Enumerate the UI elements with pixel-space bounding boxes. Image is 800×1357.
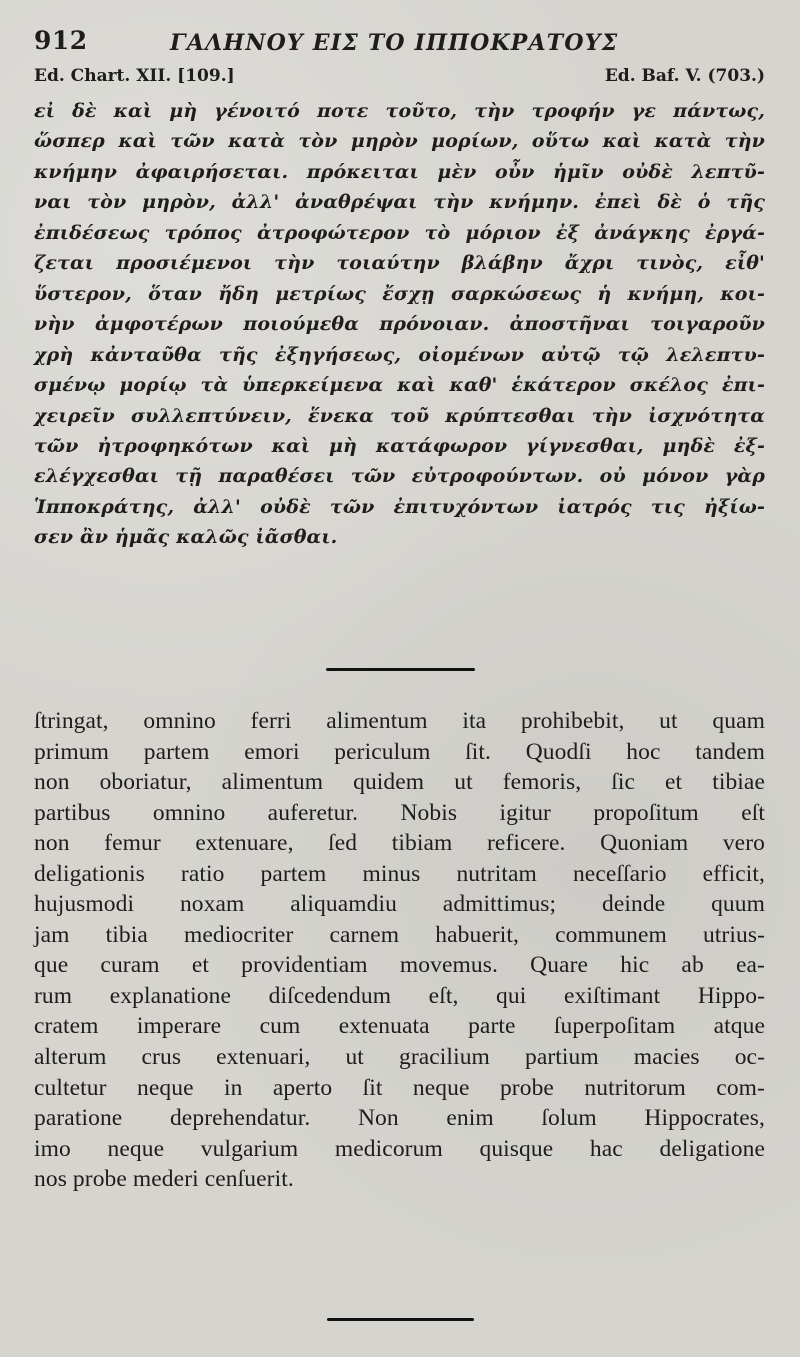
greek-text-line: σεν ἂν ἡμᾶς καλῶς ἰᾶσθαι. <box>34 526 338 549</box>
latin-text-line: cultetur neque in aperto ſit neque probe nutritorum com- <box>34 1074 765 1101</box>
greek-text-line: ναι τὸν μηρὸν, ἀλλ' ἀναθρέψαι τὴν κνήμην. ἐπεὶ δὲ ὁ τῆς <box>34 191 765 214</box>
greek-text-line: ὥσπερ καὶ τῶν κατὰ τὸν μηρὸν μορίων, οὕτω καὶ κατὰ τὴν <box>34 130 765 153</box>
greek-text-line: χειρεῖν συλλεπτύνειν, ἕνεκα τοῦ κρύπτεσθαι τὴν ἰσχνότητα <box>34 404 765 427</box>
greek-text-line: ἐπιδέσεως τρόπος ἀτροφώτερον τὸ μόριον ἐξ ἀνάγκης ἐργά- <box>34 221 765 244</box>
latin-text-line: jam tibia mediocriter carnem habuerit, communem utrius- <box>34 921 765 948</box>
page-number: 912 <box>34 26 88 55</box>
latin-text-line: alterum crus extenuari, ut gracilium partium macies oc- <box>34 1044 765 1071</box>
section-divider <box>327 1318 474 1321</box>
latin-text-line: ſtringat, omnino ferri alimentum ita prohibebit, ut quam <box>34 708 765 734</box>
greek-text-line: ζεται προσιέμενοι τὴν τοιαύτην βλάβην ἄχρι τινὸς, εἶθ' <box>34 252 765 275</box>
latin-text-line: que curam et providentiam movemus. Quare hic ab ea- <box>34 952 765 979</box>
greek-text-line: κνήμην ἀφαιρήσεται. πρόκειται μὲν οὖν ἡμῖν οὐδὲ λεπτῦ- <box>34 160 765 183</box>
latin-text-line: non oboriatur, alimentum quidem ut femoris, ſic et tibiae <box>34 769 765 796</box>
latin-text-line: hujusmodi noxam aliquamdiu admittimus; deinde quum <box>34 891 765 918</box>
latin-text-line: partibus omnino auferetur. Nobis igitur propoſitum eſt <box>34 799 765 826</box>
greek-text-line: εἰ δὲ καὶ μὴ γένοιτό ποτε τοῦτο, τὴν τροφήν γε πάντως, <box>34 100 765 122</box>
greek-text-line: τῶν ἠτροφηκότων καὶ μὴ κατάφωρον γίγνεσθαι, μηδὲ ἐξ- <box>34 434 765 457</box>
section-divider <box>326 668 475 671</box>
latin-text-line: nos probe mederi cenſuerit. <box>34 1166 294 1193</box>
latin-text-block <box>34 706 765 1195</box>
latin-text-line: cratem imperare cum extenuata parte ſuperpoſitam atque <box>34 1013 765 1040</box>
edition-reference-line <box>34 68 765 96</box>
edition-reference-left: Ed. Chart. XII. [109.] <box>34 66 235 86</box>
greek-text-line: σμένῳ μορίῳ τὰ ὑπερκείμενα καὶ καθ' ἑκάτερον σκέλος ἐπι- <box>34 374 765 397</box>
greek-text-line: νὴν ἀμφοτέρων ποιούμεθα πρόνοιαν. ἀποστῆναι τοιγαροῦν <box>34 313 765 336</box>
greek-text-line: ελέγχεσθαι τῇ παραθέσει τῶν εὐτροφούντων. οὐ μόνον γὰρ <box>34 465 765 488</box>
greek-text-block <box>34 96 765 553</box>
latin-text-line: rum explanatione diſcedendum eſt, qui exiſtimant Hippo- <box>34 982 765 1009</box>
running-title: ΓΑΛΗΝΟΥ ΕΙΣ ΤΟ ΙΠΠΟΚΡΑΤΟΥΣ <box>170 30 619 56</box>
latin-text-line: non femur extenuare, ſed tibiam reficere. Quoniam vero <box>34 830 765 857</box>
latin-text-line: deligationis ratio partem minus nutritam neceſſario efficit, <box>34 860 765 887</box>
greek-text-line: ὕστερον, ὅταν ἤδη μετρίως ἔσχῃ σαρκώσεως ἡ κνήμη, κοι- <box>34 282 765 305</box>
greek-text-line: Ἱπποκράτης, ἀλλ' οὐδὲ τῶν ἐπιτυχόντων ἰατρός τις ἠξίω- <box>34 495 765 518</box>
greek-text-line: χρὴ κἀνταῦθα τῆς ἐξηγήσεως, οἰομένων αὐτῷ τῷ λελεπτυ- <box>34 343 765 366</box>
latin-text-line: primum partem emori periculum ſit. Quodſi hoc tandem <box>34 738 765 765</box>
edition-reference-right: Ed. Baf. V. (703.) <box>604 66 765 86</box>
latin-text-line: imo neque vulgarium medicorum quisque hac deligatione <box>34 1135 765 1162</box>
page-header <box>34 28 764 62</box>
latin-text-line: paratione deprehendatur. Non enim ſolum Hippocrates, <box>34 1105 765 1132</box>
